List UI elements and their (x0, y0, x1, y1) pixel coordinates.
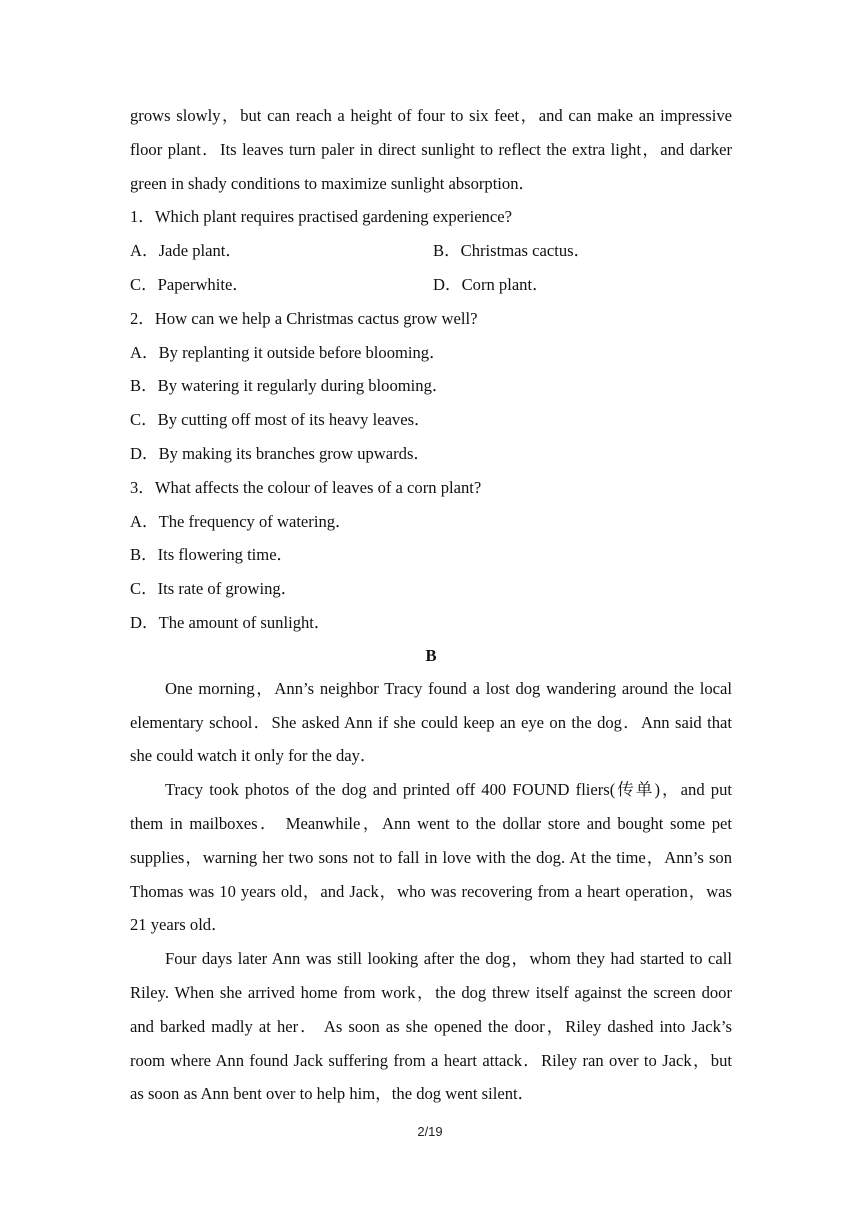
option-row (130, 268, 732, 302)
option-b: B．By watering it regularly during blooming． (130, 376, 449, 396)
text-line: green in shady conditions to maximize sunlight absorption． (130, 173, 536, 193)
text-line: them in mailboxes． Meanwhile，Ann went to the dollar store and bought some pet (130, 813, 732, 833)
text-line: room where Ann found Jack suffering from a heart attack．Riley ran over to Jack，but (130, 1050, 732, 1070)
option-c: C．By cutting off most of its heavy leaves． (130, 410, 431, 430)
option-c: C．Paperwhite． (130, 274, 249, 294)
question-stem: 1．Which plant requires practised gardening experience? (130, 207, 512, 227)
text-line: Four days later Ann was still looking after the dog，whom they had started to call (165, 949, 732, 969)
document-page (130, 99, 732, 1111)
option-b: B．Its flowering time． (130, 545, 294, 565)
text-line: 21 years old． (130, 915, 228, 935)
option-d: D．The amount of sunlight． (130, 612, 331, 632)
option-a: A．Jade plant． (130, 241, 242, 261)
option-d: D．Corn plant． (433, 274, 549, 294)
text-line: floor plant．Its leaves turn paler in direct sunlight to reflect the extra light，and darker (130, 139, 732, 159)
text-line: as soon as Ann bent over to help him，the dog went silent． (130, 1084, 535, 1104)
option-b: B．Christmas cactus． (433, 241, 591, 261)
question-1 (130, 200, 732, 301)
section-b-paragraph-3 (130, 942, 732, 1111)
question-3 (130, 471, 732, 640)
text-line: grows slowly，but can reach a height of four to six feet，and can make an impressive (130, 106, 732, 125)
text-line: Tracy took photos of the dog and printed off 400 FOUND fliers(传单)，and put (165, 780, 732, 800)
page-number: 2/19 (417, 1124, 443, 1139)
option-a: A．The frequency of watering． (130, 511, 352, 531)
option-c: C．Its rate of growing． (130, 579, 298, 599)
question-stem: 3．What affects the colour of leaves of a corn plant? (130, 477, 482, 497)
section-b-paragraph-2 (130, 773, 732, 942)
question-stem: 2．How can we help a Christmas cactus grow well? (130, 308, 478, 328)
text-line: supplies，warning her two sons not to fall in love with the dog. At the time，Ann’s son (130, 847, 732, 867)
text-line: elementary school．She asked Ann if she could keep an eye on the dog．Ann said that (130, 712, 732, 732)
text-line: One morning，Ann’s neighbor Tracy found a lost dog wandering around the local (165, 678, 732, 698)
option-row (130, 234, 732, 268)
question-2 (130, 302, 732, 471)
text-line: Riley. When she arrived home from work，the dog threw itself against the screen door (130, 982, 732, 1002)
option-d: D．By making its branches grow upwards． (130, 443, 431, 463)
text-line: she could watch it only for the day． (130, 746, 377, 766)
section-b-paragraph-1 (130, 672, 732, 773)
option-a: A．By replanting it outside before blooming． (130, 342, 446, 362)
passage-a-tail (130, 99, 732, 200)
section-heading: B (425, 645, 437, 665)
text-line: Thomas was 10 years old，and Jack，who was recovering from a heart operation，was (130, 881, 732, 901)
text-line: and barked madly at her． As soon as she opened the door，Riley dashed into Jack’s (130, 1016, 732, 1036)
